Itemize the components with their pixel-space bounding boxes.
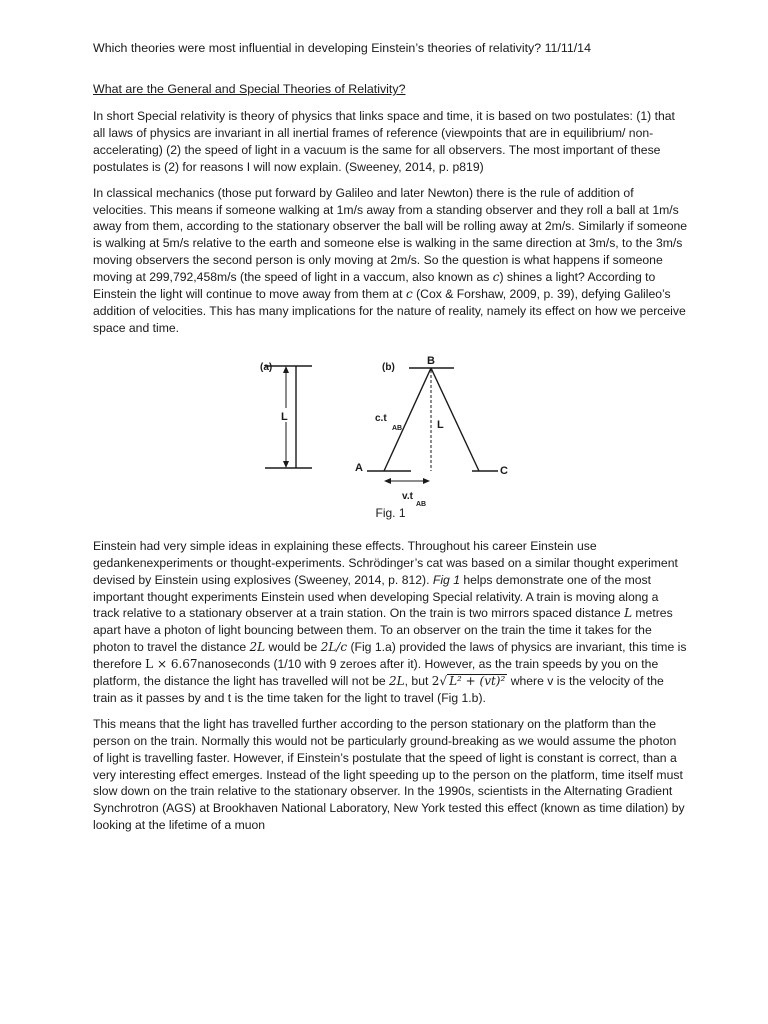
math-l-times: L × 6.67 bbox=[145, 657, 198, 672]
light-clock-diagram bbox=[93, 346, 688, 508]
text-run: In classical mechanics (those put forward by Galileo and later Newton) there is the rule of addition of velocities. This means if someone walking at 1m/s away from a standing observer and they roll a ball at 1m/s away from them, according to the stationary observer the ball will be rolling away at 2m/s. Similarly if someone is walking at 5m/s relative to the earth and someone else is walking in the same direction at 3m/s, to the 3m/s moving observers the second person is only moving at 2m/s. So the question is what happens if someone moving at 299,792,458m/s (the speed of light in a vaccum, also known as bbox=[93, 185, 688, 285]
document-title: Which theories were most influential in developing Einstein’s theories of relativity? 11/11/14 bbox=[93, 41, 591, 55]
figure-caption: Fig. 1 bbox=[375, 505, 406, 520]
arrow-head-down-icon bbox=[283, 461, 289, 468]
label-a: (a) bbox=[260, 361, 273, 373]
arrow-head-right-icon bbox=[423, 478, 430, 484]
base-subscript: AB bbox=[416, 500, 427, 508]
text-run: ) shines a light? According to Einstein the light will continue to move away from them at bbox=[93, 270, 656, 302]
math-c: c bbox=[405, 287, 413, 302]
text-run: nanoseconds (1/10 with 9 zeroes after it). However, as the train speeds by you on the platform, the distance the light has travelled will not be bbox=[93, 657, 659, 689]
math-2l: 2L bbox=[389, 674, 405, 689]
length-label-b: L bbox=[437, 418, 444, 431]
section-heading: What are the General and Special Theories of Relativity? bbox=[93, 82, 406, 96]
hypotenuse-subscript: AB bbox=[392, 424, 403, 432]
math-c: c bbox=[492, 270, 500, 285]
text-run: metres apart have a photon of light bouncing between them. To an observer on the train the time it takes for the photon to travel the distance bbox=[93, 606, 673, 655]
point-c-label: C bbox=[500, 464, 508, 477]
paragraph-classical-mechanics bbox=[93, 185, 688, 337]
math-l: L bbox=[624, 606, 633, 621]
text-run: (Cox & Forshaw, 2009, p. 39), defying Galileo’s addition of velocities. This has many implications for the nature of reality, namely its effect on how we perceive space and time. bbox=[93, 287, 686, 335]
label-b: (b) bbox=[382, 361, 395, 373]
paragraph-thought-experiment bbox=[93, 538, 688, 707]
text-run: Einstein had very simple ideas in explaining these effects. Throughout his career Einstein use gedankenexperiments or thought-experiments. Schrödinger’s cat was based on a similar thought experiment devised by Einstein using explosives (Sweeney, 2014, p. 812). bbox=[93, 538, 678, 587]
math-two: 2 bbox=[431, 674, 440, 689]
hypotenuse-label: c.t bbox=[375, 412, 387, 424]
text-run: helps demonstrate one of the most important thought experiments Einstein used when developing Special relativity. A train is moving along a track relative to a stationary observer at a train station. On the train is two mirrors spaced distance bbox=[93, 572, 659, 621]
text-run: would be bbox=[265, 640, 321, 655]
arrow-head-left-icon bbox=[384, 478, 391, 484]
arrow-head-up-icon bbox=[283, 366, 289, 373]
base-label: v.t bbox=[402, 490, 413, 502]
math-2l: 2L bbox=[249, 640, 266, 655]
length-label-a: L bbox=[281, 410, 288, 423]
text-run: (Fig 1.a) provided the laws of physics are invariant, this time is therefore bbox=[93, 640, 687, 672]
sqrt-symbol: √ bbox=[439, 674, 448, 689]
paragraph-postulates: In short Special relativity is theory of physics that links space and time, it is based on two postulates: (1) that all laws of physics are invariant in all inertial frames of reference (viewpoints that are in equilibrium/ non-accelerating) (2) the speed of light in a vacuum is the same for all observers. The most important of these postulates is (2) for reasons I will now explain. (Sweeney, 2014, p. p819) bbox=[93, 109, 675, 174]
figure-reference: Fig 1 bbox=[432, 572, 460, 587]
point-b-label: B bbox=[427, 354, 435, 367]
light-path-ab bbox=[384, 368, 431, 471]
point-a-label: A bbox=[355, 461, 363, 474]
math-sqrt-expression: L² + (vt)² bbox=[449, 674, 506, 689]
figure-light-clock bbox=[93, 346, 688, 508]
text-run: , but bbox=[404, 674, 432, 689]
paragraph-time-dilation: This means that the light has travelled further according to the person stationary on the platform than the person on the train. Normally this would not be particularly ground-breaking as we would assume the photon of light is travelling faster. However, if Einstein’s postulate that the speed of light is constant is correct, than a very interesting effect emerges. Instead of the light speeding up to the person on the platform, time itself must slow down on the train relative to the stationary observer. In the 1990s, scientists in the Alternating Gradient Synchrotron (AGS) at Brookhaven National Laboratory, New York tested this effect (known as time dilation) by looking at the lifetime of a muon bbox=[93, 716, 685, 833]
text-run: where v is the velocity of the train as it passes by and t is the time taken for the light to travel (Fig 1.b). bbox=[93, 674, 664, 705]
math-2l-over-c: 2L/c bbox=[320, 640, 348, 655]
